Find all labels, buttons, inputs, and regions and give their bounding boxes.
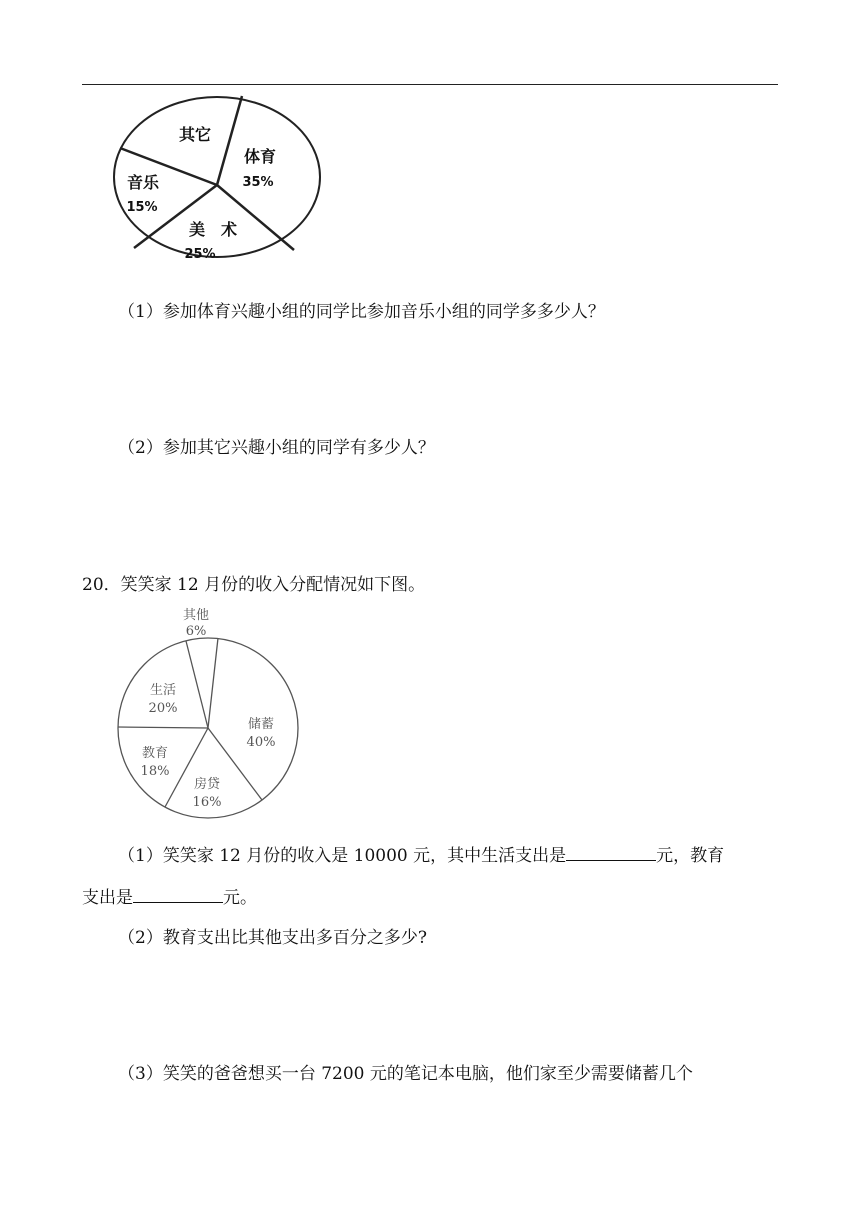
question-19-part-1: （1）参加体育兴趣小组的同学比参加音乐小组的同学多多少人？ — [118, 302, 605, 322]
question-19-part-2: （2）参加其它兴趣小组的同学有多少人？ — [118, 438, 435, 458]
question-20-part-1-text-a: （1）笑笑家 12 月份的收入是 10000 元，其中生活支出是 — [118, 846, 567, 866]
pie2-label-living: 生活 — [149, 683, 177, 698]
question-20-part-1-line-1 — [118, 842, 724, 868]
pie1-pct-music: 15% — [126, 200, 158, 215]
interest-group-pie-chart — [106, 92, 332, 266]
pie1-label-music: 音乐 — [126, 173, 160, 192]
pie2-label-mortgage: 房贷 — [193, 777, 221, 792]
pie2-pct-savings: 40% — [246, 735, 276, 750]
pie2-label-savings: 储蓄 — [247, 717, 275, 732]
pie1-label-sports: 体育 — [243, 147, 277, 166]
header-rule — [82, 84, 778, 85]
pie2-pct-living: 20% — [148, 701, 178, 716]
pie2-pct-mortgage: 16% — [192, 795, 222, 810]
living-expense-blank[interactable] — [566, 842, 656, 861]
pie1-pct-sports: 35% — [242, 175, 274, 190]
pie2-label-other: 其他 — [182, 608, 210, 623]
question-20-part-1-text-d: 元。 — [223, 888, 257, 908]
education-expense-blank[interactable] — [133, 884, 223, 903]
pie1-label-art: 美 术 — [188, 220, 238, 239]
pie1-pct-art: 25% — [184, 247, 216, 262]
pie2-pct-other: 6% — [185, 624, 207, 639]
pie2-label-education: 教育 — [141, 746, 169, 761]
question-20-part-2: （2）教育支出比其他支出多百分之多少? — [118, 928, 427, 948]
question-20-title: 20．笑笑家 12 月份的收入分配情况如下图。 — [82, 575, 426, 595]
question-20-part-1-text-c: 支出是 — [82, 888, 133, 908]
pie2-pct-education: 18% — [140, 764, 170, 779]
question-20-part-1-text-b: 元，教育 — [656, 846, 725, 866]
income-distribution-pie-chart — [110, 606, 306, 820]
pie1-label-other: 其它 — [178, 125, 212, 144]
question-20-part-1-line-2 — [82, 884, 257, 910]
question-20-part-3: （3）笑笑的爸爸想买一台 7200 元的笔记本电脑，他们家至少需要储蓄几个 — [118, 1064, 693, 1084]
